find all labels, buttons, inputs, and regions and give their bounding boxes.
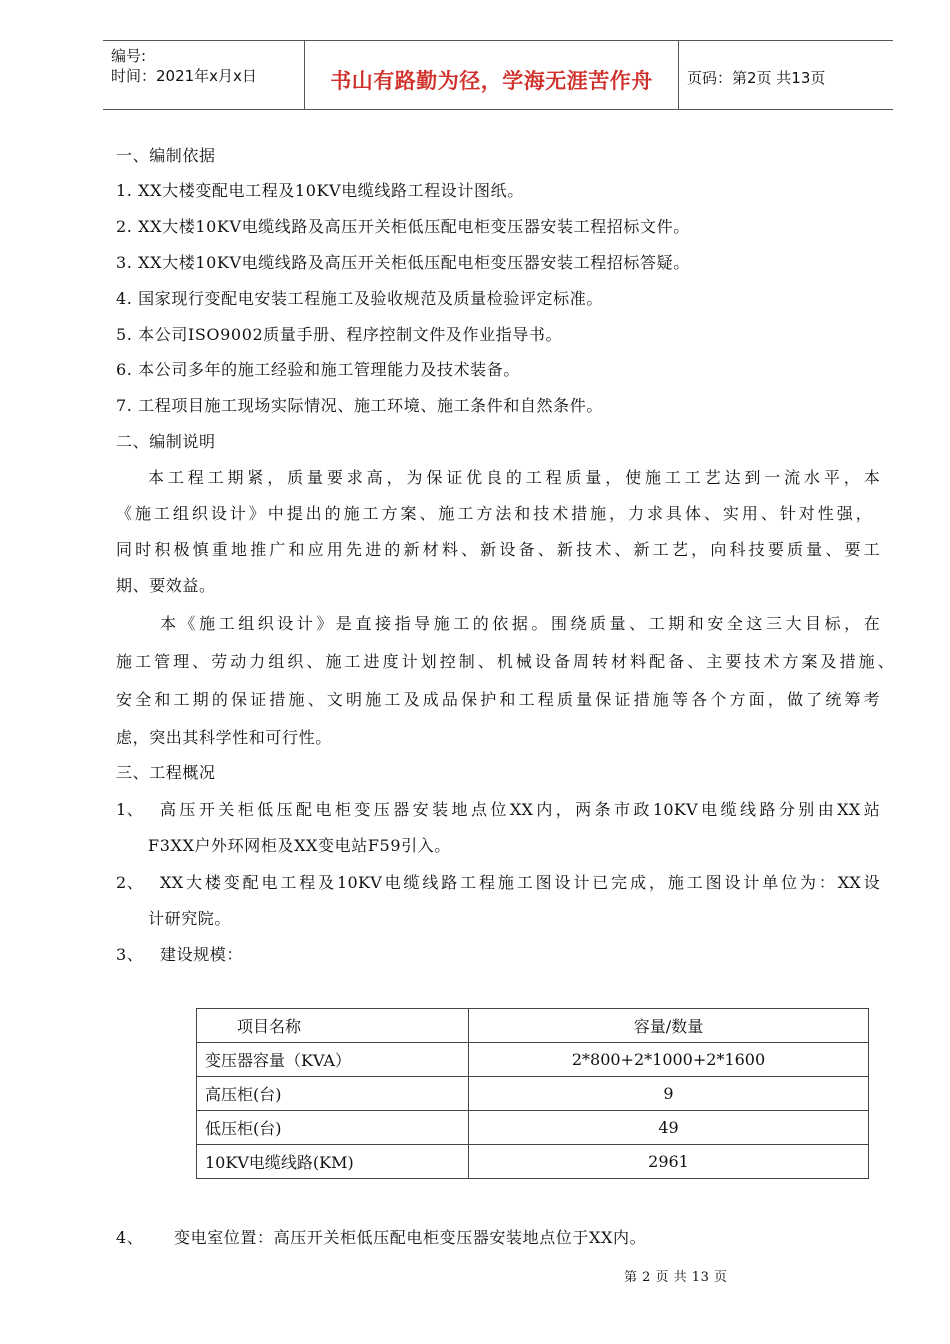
- header-left-cell: [103, 41, 305, 109]
- table-cell: 变压器容量（KVA）: [197, 1043, 469, 1077]
- list-item-number: 3、: [116, 945, 144, 964]
- list-item-number: 1、: [116, 800, 144, 819]
- table-cell: 2*800+2*1000+2*1600: [469, 1043, 869, 1077]
- list-item-number: 2、: [116, 873, 144, 892]
- table-header-row: [197, 1009, 869, 1043]
- paragraph-line: 施工管理、劳动力组织、施工进度计划控制、机械设备周转材料配备、主要技术方案及措施、: [116, 652, 894, 671]
- scale-table: [196, 1008, 869, 1179]
- paragraph-line: 本《施工组织设计》是直接指导施工的依据。围绕质量、工期和安全这三大目标，在: [160, 614, 880, 633]
- table-cell: 9: [469, 1077, 869, 1111]
- list-item: XX大楼变配电工程及10KV电缆线路工程施工图设计已完成，施工图设计单位为：XX设: [160, 873, 880, 892]
- table-row: [197, 1145, 869, 1179]
- header-motto: 书山有路勤为径，学海无涯苦作舟: [330, 69, 653, 93]
- list-item-continuation: 计研究院。: [148, 909, 232, 928]
- section-1-title: 一、编制依据: [116, 146, 216, 165]
- table-cell: 2961: [469, 1145, 869, 1179]
- header-page-cell: [679, 41, 893, 109]
- list-item: 4. 国家现行变配电安装工程施工及验收规范及质量检验评定标准。: [116, 289, 603, 308]
- list-item: 7. 工程项目施工现场实际情况、施工环境、施工条件和自然条件。: [116, 396, 603, 415]
- table-cell: 49: [469, 1111, 869, 1145]
- header-motto-cell: [305, 41, 679, 109]
- table-header-cell: 容量/数量: [469, 1009, 869, 1043]
- paragraph-line: 安全和工期的保证措施、文明施工及成品保护和工程质量保证措施等各个方面，做了统筹考: [116, 690, 880, 709]
- page-header: [103, 40, 893, 110]
- list-item-number: 4、: [116, 1228, 144, 1247]
- header-page-label: 页码：第2页 共13页: [687, 69, 826, 87]
- list-item: 变电室位置：高压开关柜低压配电柜变压器安装地点位于XX内。: [174, 1228, 647, 1247]
- number-label: 编号:: [111, 47, 147, 65]
- table-cell: 低压柜(台): [197, 1111, 469, 1145]
- paragraph-line: 《施工组织设计》中提出的施工方案、施工方法和技术措施，力求具体、实用、针对性强，: [116, 504, 872, 523]
- list-item: 5. 本公司ISO9002质量手册、程序控制文件及作业指导书。: [116, 325, 563, 344]
- list-item: 6. 本公司多年的施工经验和施工管理能力及技术装备。: [116, 360, 520, 379]
- table-row: [197, 1077, 869, 1111]
- list-item-continuation: F3XX户外环网柜及XX变电站F59引入。: [148, 836, 451, 855]
- table-cell: 高压柜(台): [197, 1077, 469, 1111]
- page-footer: 第 2 页 共 13 页: [624, 1270, 728, 1285]
- table-row: [197, 1043, 869, 1077]
- paragraph-line: 本工程工期紧，质量要求高，为保证优良的工程质量，使施工工艺达到一流水平，本: [148, 468, 880, 487]
- section-3-title: 三、工程概况: [116, 763, 216, 782]
- table-header-cell: 项目名称: [197, 1009, 469, 1043]
- list-item: 建设规模：: [160, 945, 244, 964]
- table-row: [197, 1111, 869, 1145]
- section-2-title: 二、编制说明: [116, 432, 216, 451]
- paragraph-line: 同时积极慎重地推广和应用先进的新材料、新设备、新技术、新工艺，向科技要质量、要工: [116, 540, 880, 559]
- list-item: 3. XX大楼10KV电缆线路及高压开关柜低压配电柜变压器安装工程招标答疑。: [116, 253, 690, 272]
- list-item: 2. XX大楼10KV电缆线路及高压开关柜低压配电柜变压器安装工程招标文件。: [116, 217, 690, 236]
- list-item: 高压开关柜低压配电柜变压器安装地点位XX内，两条市政10KV电缆线路分别由XX站: [160, 800, 880, 819]
- list-item: 1. XX大楼变配电工程及10KV电缆线路工程设计图纸。: [116, 181, 524, 200]
- date-label: 时间：2021年x月x日: [111, 67, 257, 85]
- paragraph-line: 期、要效益。: [116, 576, 216, 595]
- paragraph-line: 虑，突出其科学性和可行性。: [116, 728, 332, 747]
- table-cell: 10KV电缆线路(KM): [197, 1145, 469, 1179]
